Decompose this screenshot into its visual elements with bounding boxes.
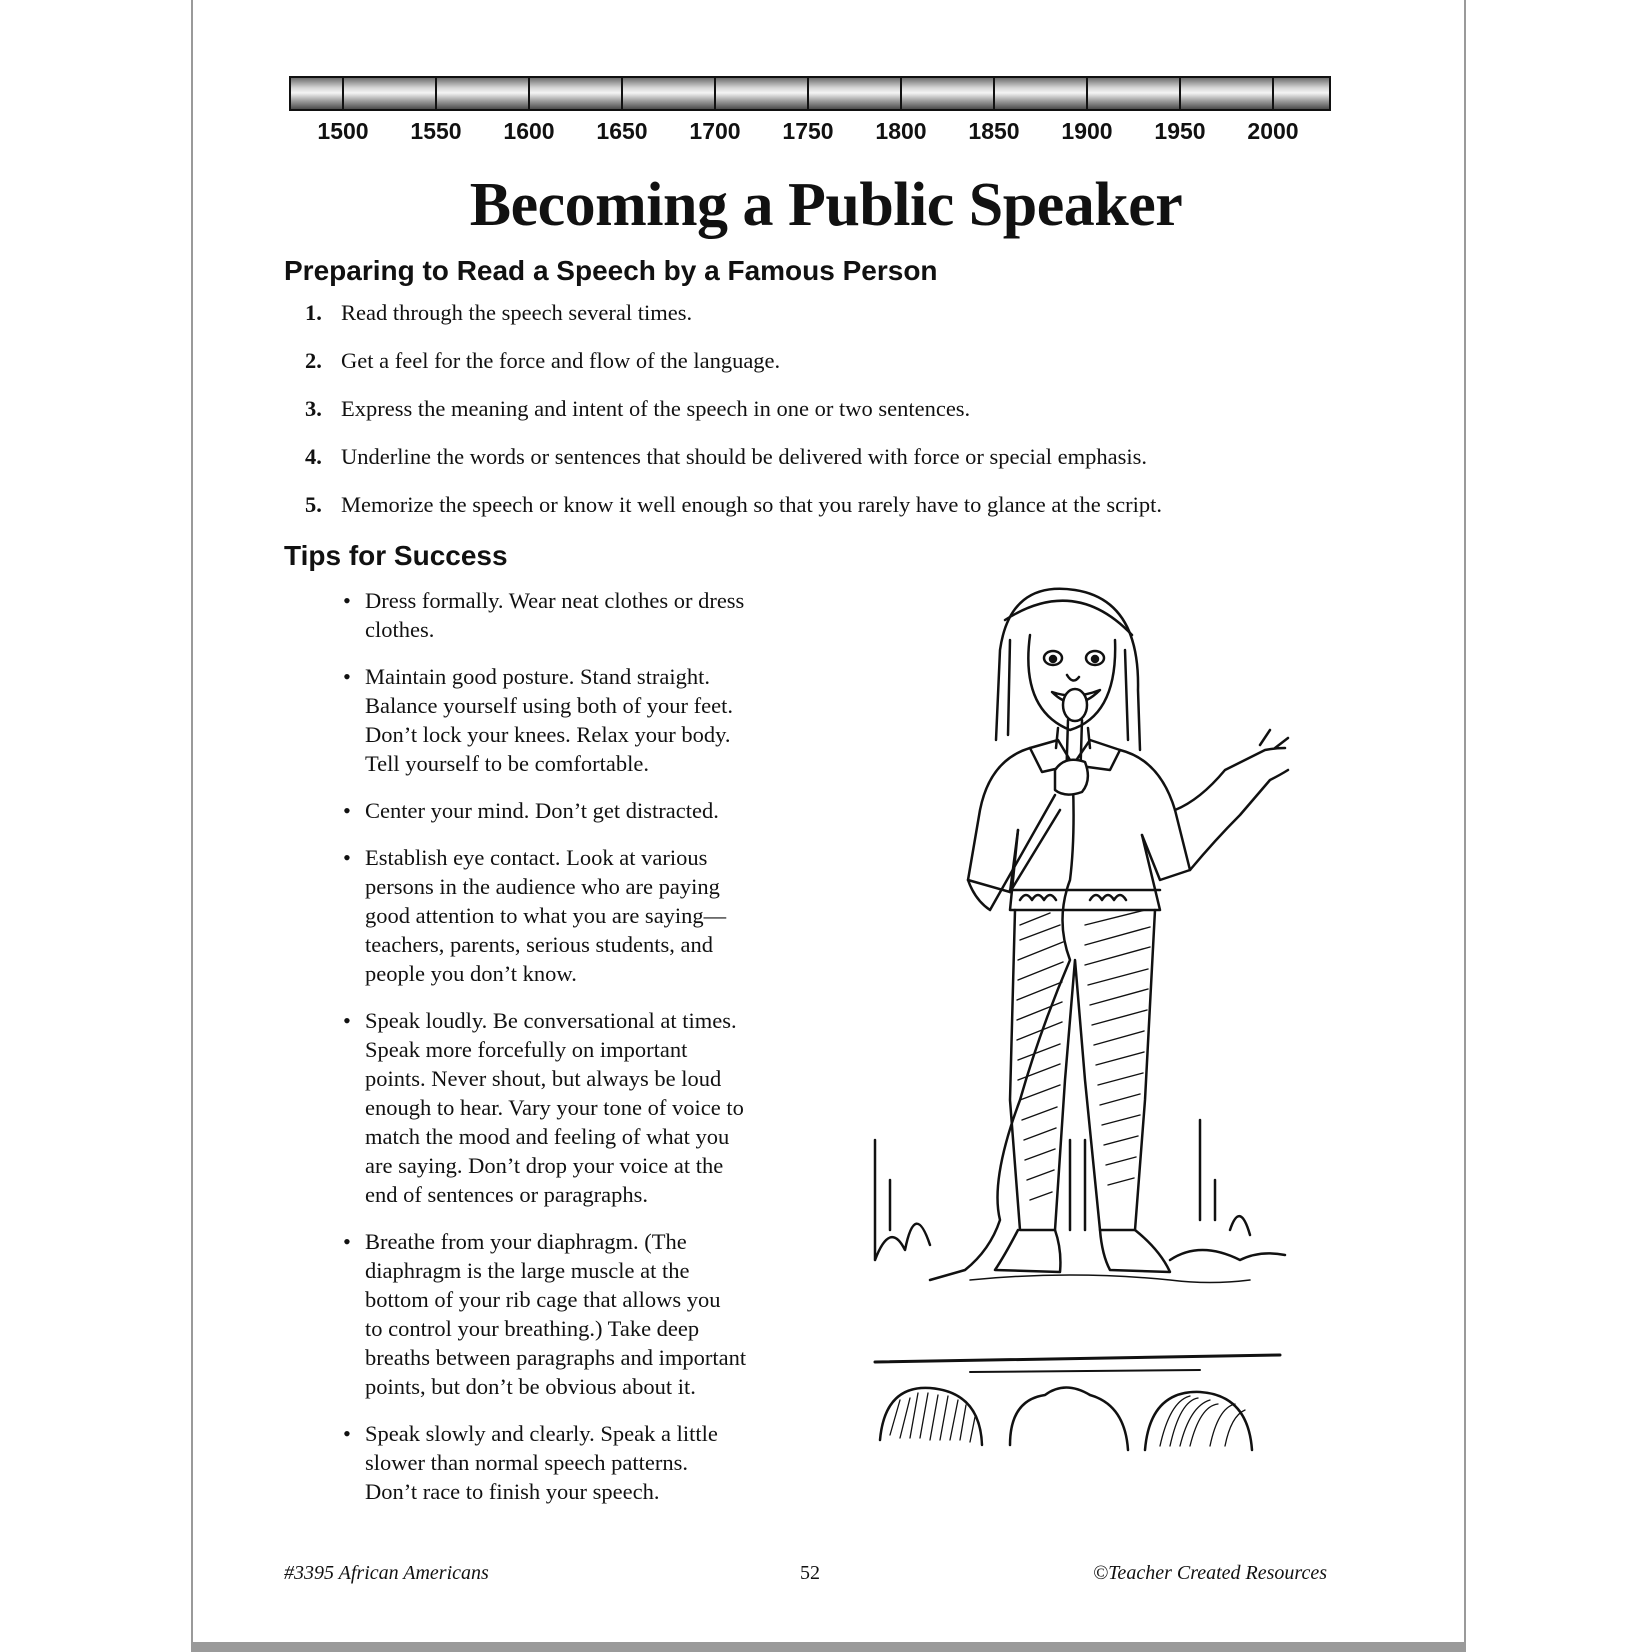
timeline-year: 1650 bbox=[596, 118, 648, 144]
timeline-tick bbox=[528, 78, 530, 109]
timeline-tick bbox=[1272, 78, 1274, 109]
list-item bbox=[337, 662, 807, 778]
timeline-year: 1600 bbox=[503, 118, 555, 144]
footer-book-id: #3395 African Americans bbox=[284, 1562, 489, 1584]
list-item bbox=[337, 1419, 807, 1506]
step-text: Memorize the speech or know it well enough so that you rarely have to glance at the script. bbox=[341, 492, 1162, 517]
tip-text: Center your mind. Don’t get distracted. bbox=[365, 798, 719, 823]
step-text: Read through the speech several times. bbox=[341, 300, 693, 325]
tips-list bbox=[337, 586, 807, 1524]
step-number: 3. bbox=[305, 396, 322, 421]
tip-text: Dress formally. Wear neat clothes or dress clothes. bbox=[365, 588, 745, 642]
footer-page-number: 52 bbox=[800, 1562, 820, 1584]
step-text: Express the meaning and intent of the speech in one or two sentences. bbox=[341, 396, 971, 421]
step-text: Underline the words or sentences that should be delivered with force or special emphasis. bbox=[341, 444, 1148, 469]
timeline-tick bbox=[993, 78, 995, 109]
step-number: 2. bbox=[305, 348, 322, 373]
step-text: Get a feel for the force and flow of the language. bbox=[341, 348, 781, 373]
page-bottom-edge bbox=[191, 1642, 1466, 1652]
timeline-tick bbox=[714, 78, 716, 109]
timeline-tick bbox=[1086, 78, 1088, 109]
timeline-tick bbox=[342, 78, 344, 109]
timeline-year: 1500 bbox=[317, 118, 369, 144]
timeline-year: 1700 bbox=[689, 118, 741, 144]
timeline-tick bbox=[900, 78, 902, 109]
timeline-year: 1850 bbox=[968, 118, 1020, 144]
tip-text: Establish eye contact. Look at various persons in the audience who are paying good attention to what you are saying— teachers, parents, serious students, and people you don’t know. bbox=[365, 845, 727, 986]
step-number: 1. bbox=[305, 300, 322, 325]
step-number: 5. bbox=[305, 492, 322, 517]
section-heading-preparing: Preparing to Read a Speech by a Famous Person bbox=[284, 255, 938, 286]
timeline-tick bbox=[621, 78, 623, 109]
timeline-tick bbox=[435, 78, 437, 109]
timeline-year: 2000 bbox=[1247, 118, 1299, 144]
list-item bbox=[337, 586, 807, 644]
girl-speaking-into-microphone-icon bbox=[870, 580, 1290, 1510]
timeline-year: 1800 bbox=[875, 118, 927, 144]
tip-text: Speak slowly and clearly. Speak a little slower than normal speech patterns. Don’t race to finish your speech. bbox=[365, 1421, 718, 1504]
list-item bbox=[337, 1227, 807, 1401]
section-heading-tips: Tips for Success bbox=[284, 540, 508, 571]
step-number: 4. bbox=[305, 444, 322, 469]
timeline-year: 1950 bbox=[1154, 118, 1206, 144]
timeline-year: 1550 bbox=[410, 118, 462, 144]
tip-text: Speak loudly. Be conversational at times. Speak more forcefully on important points. Never shout, but always be loud enough to hear. Vary your tone of voice to match the mood and feeling of what you are saying. Don’t drop your voice at the end of sentences or paragraphs. bbox=[365, 1008, 744, 1207]
timeline-tick bbox=[807, 78, 809, 109]
list-item bbox=[305, 444, 1305, 470]
list-item bbox=[337, 843, 807, 988]
timeline-year: 1900 bbox=[1061, 118, 1113, 144]
list-item bbox=[337, 1006, 807, 1209]
list-item bbox=[305, 396, 1305, 422]
footer-copyright: ©Teacher Created Resources bbox=[1092, 1562, 1327, 1584]
timeline-tick bbox=[1179, 78, 1181, 109]
timeline-year: 1750 bbox=[782, 118, 834, 144]
tip-text: Maintain good posture. Stand straight. Balance yourself using both of your feet. Don’t lock your knees. Relax your body. Tell yourself to be comfortable. bbox=[365, 664, 734, 776]
list-item bbox=[305, 300, 1305, 326]
page-title: Becoming a Public Speaker bbox=[469, 171, 1183, 239]
list-item bbox=[305, 348, 1305, 374]
list-item bbox=[305, 492, 1305, 518]
tip-text: Breathe from your diaphragm. (The diaphragm is the large muscle at the bottom of your rib cage that allows you to control your breathing.) Take deep breaths between paragraphs and important points, but don’t be obvious about it. bbox=[365, 1229, 747, 1399]
list-item bbox=[337, 796, 807, 825]
timeline-bar bbox=[289, 76, 1331, 111]
